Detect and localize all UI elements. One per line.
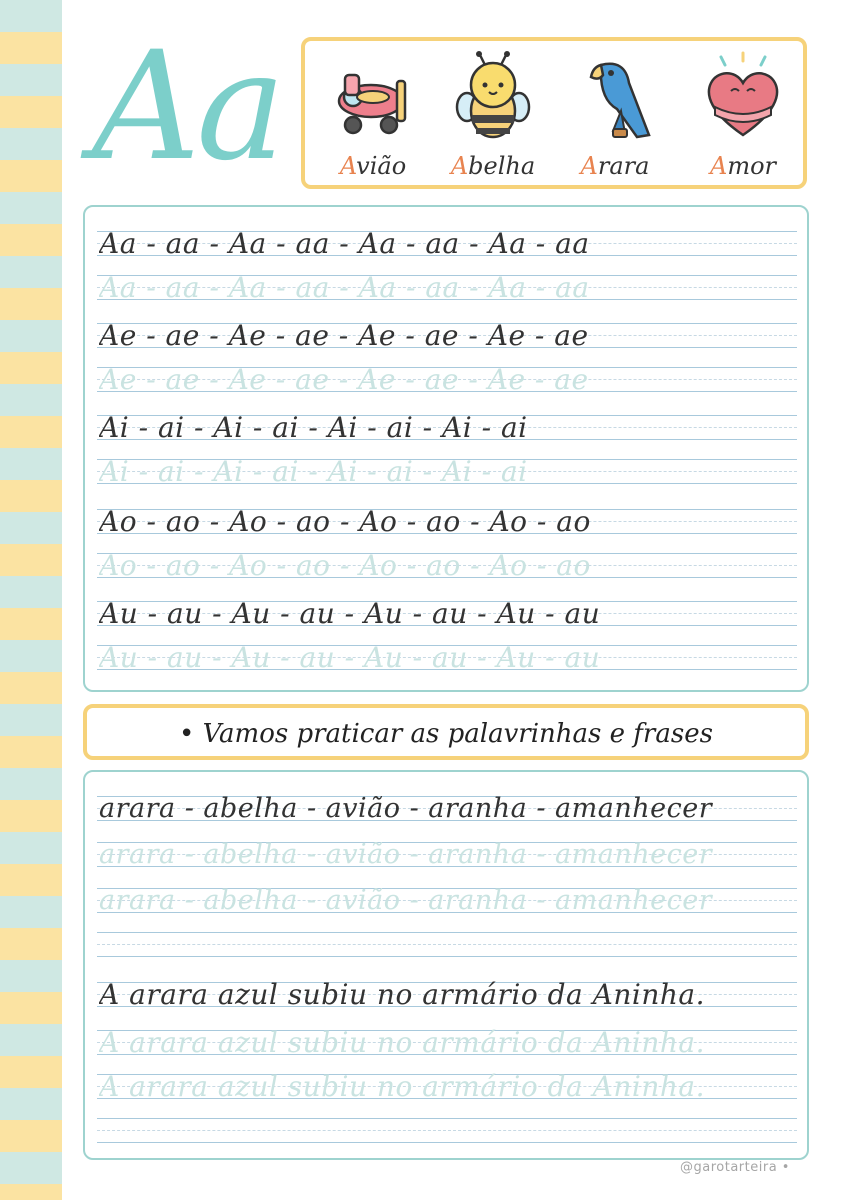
- syllable-practice-panel: [83, 205, 809, 692]
- heart-icon: [701, 51, 785, 141]
- picture-card-abelha: [433, 47, 553, 187]
- sentence-trace-row-2: [97, 1064, 797, 1104]
- model-text: A arara azul subiu no armário da Aninha.: [99, 978, 706, 1011]
- syllable-row-ai: [97, 405, 797, 445]
- trace-text: Au - au - Au - au - Au - au - Au - au: [99, 641, 601, 674]
- trace-text: Ai - ai - Ai - ai - Ai - ai - Ai - ai: [99, 455, 528, 488]
- macaw-icon: [573, 51, 657, 141]
- model-text: Ai - ai - Ai - ai - Ai - ai - Ai - ai: [99, 411, 528, 444]
- blank-writing-row: [97, 922, 797, 962]
- trace-row-ae: [97, 357, 797, 397]
- blank-writing-row: [97, 1108, 797, 1148]
- sentence-trace-row-1: [97, 1020, 797, 1060]
- picture-label-aviao: Avião: [339, 152, 407, 180]
- syllable-row-au: [97, 591, 797, 631]
- trace-text: A arara azul subiu no armário da Aninha.: [99, 1070, 706, 1103]
- syllable-row-aa: [97, 221, 797, 261]
- model-text: Ao - ao - Ao - ao - Ao - ao - Ao - ao: [99, 505, 591, 538]
- words-trace-row-1: [97, 832, 797, 872]
- left-stripe-border: [0, 0, 62, 1200]
- sentence-row: [97, 972, 797, 1012]
- model-text: Ae - ae - Ae - ae - Ae - ae - Ae - ae: [99, 319, 589, 352]
- trace-row-au: [97, 635, 797, 675]
- picture-label-arara: Arara: [580, 152, 650, 180]
- picture-card-arara: [555, 47, 675, 187]
- trace-text: arara - abelha - avião - aranha - amanhecer: [99, 839, 713, 870]
- instruction-text: • Vamos praticar as palavrinhas e frases: [179, 719, 713, 749]
- word-practice-panel: [83, 770, 809, 1160]
- syllable-row-ao: [97, 499, 797, 539]
- trace-text: Aa - aa - Aa - aa - Aa - aa - Aa - aa: [99, 271, 590, 304]
- trace-row-ai: [97, 449, 797, 489]
- picture-card-aviao: [313, 47, 433, 187]
- model-text: arara - abelha - avião - aranha - amanhecer: [99, 793, 713, 824]
- trace-text: A arara azul subiu no armário da Aninha.: [99, 1026, 706, 1059]
- trace-row-aa: [97, 265, 797, 305]
- instruction-banner: [83, 704, 809, 760]
- airplane-icon: [331, 51, 415, 141]
- picture-label-abelha: Abelha: [450, 152, 536, 180]
- words-row: [97, 786, 797, 826]
- words-trace-row-2: [97, 878, 797, 918]
- trace-row-ao: [97, 543, 797, 583]
- big-letter-title: Aa: [92, 20, 282, 194]
- model-text: Aa - aa - Aa - aa - Aa - aa - Aa - aa: [99, 227, 590, 260]
- bee-icon: [451, 51, 535, 141]
- picture-label-amor: Amor: [709, 152, 777, 180]
- picture-box: [301, 37, 807, 189]
- trace-text: Ao - ao - Ao - ao - Ao - ao - Ao - ao: [99, 549, 591, 582]
- picture-card-amor: [683, 47, 803, 187]
- model-text: Au - au - Au - au - Au - au - Au - au: [99, 597, 601, 630]
- syllable-row-ae: [97, 313, 797, 353]
- author-credit: @garotarteira •: [680, 1160, 790, 1175]
- trace-text: Ae - ae - Ae - ae - Ae - ae - Ae - ae: [99, 363, 589, 396]
- trace-text: arara - abelha - avião - aranha - amanhecer: [99, 885, 713, 916]
